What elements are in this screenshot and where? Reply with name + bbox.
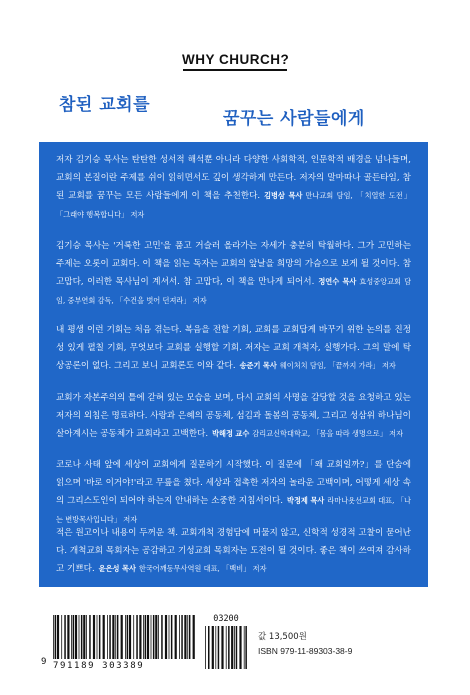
barcode-bar	[127, 615, 129, 659]
barcode-bar	[112, 615, 114, 659]
barcode-bar	[212, 626, 214, 669]
barcode-bar	[234, 626, 235, 669]
endorser-name: 윤은성 목사	[98, 564, 136, 573]
barcode-bar	[57, 615, 59, 659]
barcode-bar	[155, 615, 157, 659]
barcode-bar	[215, 626, 216, 669]
barcode-bar	[121, 615, 123, 659]
barcode-bar	[93, 615, 95, 659]
barcode-bar	[221, 626, 223, 669]
endorser-affiliation: 효성중앙교회 담임, 중부연회 감독, 「수건을 벗어 던져라」 저자	[56, 277, 412, 305]
barcode-bar	[187, 615, 188, 659]
barcode-bar	[99, 615, 101, 659]
headline-line-1: 참된 교회를	[59, 95, 151, 115]
endorser-name: 박해정 교수	[212, 429, 250, 438]
barcode-bar	[125, 615, 126, 659]
endorsement-5	[56, 457, 411, 529]
barcode-bar	[139, 615, 141, 659]
endorser-affiliation: 라마나욧선교회 대표, 「나는 변방목사입니다」 저자	[56, 496, 411, 524]
barcode-bar	[81, 615, 83, 659]
barcode-bar	[73, 615, 75, 659]
barcode-bar	[218, 626, 220, 669]
barcode-bar	[193, 615, 195, 659]
barcode-bar	[71, 615, 72, 659]
endorser-affiliation: 한국어깨동무사역원 대표, 「백비」 저자	[138, 564, 267, 573]
addon-barcode-bars	[205, 626, 247, 669]
barcode-bar	[171, 615, 173, 659]
barcode-bar	[244, 626, 245, 669]
barcode-bar	[161, 615, 163, 659]
endorser-name: 정연수 목사	[318, 277, 357, 286]
barcode-bar	[67, 615, 69, 659]
endorser-affiliation: 감리교신학대학교, 「몸을 따라 생명으로」 저자	[252, 429, 404, 438]
barcode-bar	[205, 626, 206, 669]
endorser-name: 박정제 목사	[287, 496, 325, 505]
endorsement-text: 교회가 자본주의의 틀에 갇혀 있는 모습을 보며, 다시 교회의 사명을 감당할 것을 요청하고 있는 저자의 외침은 명료하다. 사랑과 은혜의 공동체, 섬김과 돌봄의 공동체, 그리고 성삼위 하나님이 살아계시는 공동체가 교회라고 고백한다.	[56, 393, 411, 439]
endorsement-text: 코로나 사태 앞에 세상이 교회에게 질문하기 시작했다. 이 질문에 「왜 교회일까?」를 단숨에 읽으며 '바로 이거야!'라고 무릎을 쳤다. 세상과 접촉한 저자의 놀라운 고백이며, 어떻게 세상 속의 그리스도인이 되어야 하는지 안내하는 소중한 지침서이다.	[56, 460, 411, 506]
barcode-bar	[245, 626, 247, 669]
isbn-label: ISBN 979-11-89303-38-9	[258, 646, 353, 656]
endorsement-4	[56, 390, 411, 444]
endorsement-text: 적은 원고이나 내용이 두꺼운 책. 교회개척 경험담에 머물지 않고, 신학적 성경적 고찰이 묻어난다. 개척교회 목회자는 공감하고 기성교회 목회자는 도전이 될 것이다. 좋은 책이 쓰여져 감사하고 기쁘다.	[56, 528, 411, 574]
barcode-digits: 791189 303389	[53, 661, 145, 671]
barcode-bar	[103, 615, 105, 659]
barcode-bar	[228, 626, 230, 669]
barcode-bar	[165, 615, 167, 659]
barcode-bar	[83, 615, 85, 659]
endorsement-text: 저자 김기승 목사는 탄탄한 성서적 해석뿐 아니라 다양한 사회학적, 인문학적 배경을 넘나들며, 교회의 본질이란 주제를 쉬이 읽히면서도 깊이 생각하게 만든다. 저자의 말마따나 골든타임, 참된 교회를 꿈꾸는 모든 사람들에게 이 책을 추천한다.	[56, 155, 411, 201]
barcode-bars	[53, 615, 195, 659]
barcode-bar	[226, 626, 227, 669]
barcode-bar	[61, 615, 62, 659]
barcode-bar	[236, 626, 238, 669]
endorser-name: 김병삼 목사	[264, 191, 303, 200]
endorser-affiliation: 웨이처치 담임, 「끝까지 가라」 저자	[279, 361, 396, 370]
addon-code: 03200	[213, 614, 239, 624]
barcode-bar	[181, 615, 183, 659]
endorsement-6	[56, 525, 411, 579]
endorser-name: 송준기 목사	[239, 361, 277, 370]
endorsement-text: 김기승 목사는 '거룩한 고민'을 품고 거슬러 올라가는 자세가 충분히 탁월하다. 그가 고민하는 주제는 오롯이 교회다. 이 책을 읽는 독자는 교회의 앞날을 희망의 가슴으로 보게 될 것이다. 참 고맙다, 이러한 목사님이 계셔서. 참 고맙다, 이 책을 만나게 되어서.	[56, 241, 411, 287]
endorsement-2	[56, 238, 411, 310]
barcode-bar	[239, 626, 241, 669]
headline-line-2: 꿈꾸는 사람들에게	[223, 109, 365, 129]
barcode-bar	[89, 615, 91, 659]
endorsement-3	[56, 322, 411, 376]
barcode-bar	[189, 615, 191, 659]
barcode-bar	[179, 615, 180, 659]
barcode-bar	[153, 615, 155, 659]
barcode-bar	[53, 615, 54, 659]
barcode-bar	[175, 615, 177, 659]
barcode-bar	[169, 615, 170, 659]
barcode-bar	[129, 615, 131, 659]
barcode-bar	[86, 615, 87, 659]
barcode-bar	[143, 615, 144, 659]
barcode-bar	[147, 615, 149, 659]
endorsement-text: 내 평생 이런 기회는 처음 겪는다. 복음을 전할 기회, 교회를 교회답게 바꾸기 위한 논의를 진정성 있게 펼칠 기회, 무엇보다 교회를 실행할 기회. 저자는 교회 개척자, 실행가다. 그의 말에 탁상공론이 없다. 그리고 보니 교회론도 이와 같다.	[56, 325, 411, 371]
barcode-bar	[184, 615, 186, 659]
barcode-bar	[133, 615, 134, 659]
barcode-bar	[158, 615, 159, 659]
series-title: WHY CHURCH?	[182, 52, 290, 67]
barcode-lead-digit: 9	[41, 657, 47, 667]
isbn-barcode	[39, 613, 195, 671]
barcode-bar	[145, 615, 147, 659]
addon-barcode	[203, 614, 249, 670]
barcode-bar	[208, 626, 210, 669]
price-label: 값 13,500원	[258, 632, 307, 642]
endorser-affiliation: 만나교회 담임, 「치열한 도전」 「그래야 행복합니다」 저자	[56, 191, 412, 219]
barcode-bar	[231, 626, 233, 669]
barcode-bar	[107, 615, 108, 659]
barcode-bar	[109, 615, 111, 659]
barcode-bar	[75, 615, 77, 659]
barcode-bar	[55, 615, 57, 659]
barcode-bar	[136, 615, 138, 659]
barcode-bar	[97, 615, 98, 659]
barcode-bar	[64, 615, 66, 659]
barcode-bar	[79, 615, 80, 659]
barcode-bar	[151, 615, 152, 659]
endorsement-1	[56, 152, 411, 224]
barcode-bar	[117, 615, 119, 659]
series-title-underline	[183, 69, 287, 71]
barcode-bar	[115, 615, 116, 659]
